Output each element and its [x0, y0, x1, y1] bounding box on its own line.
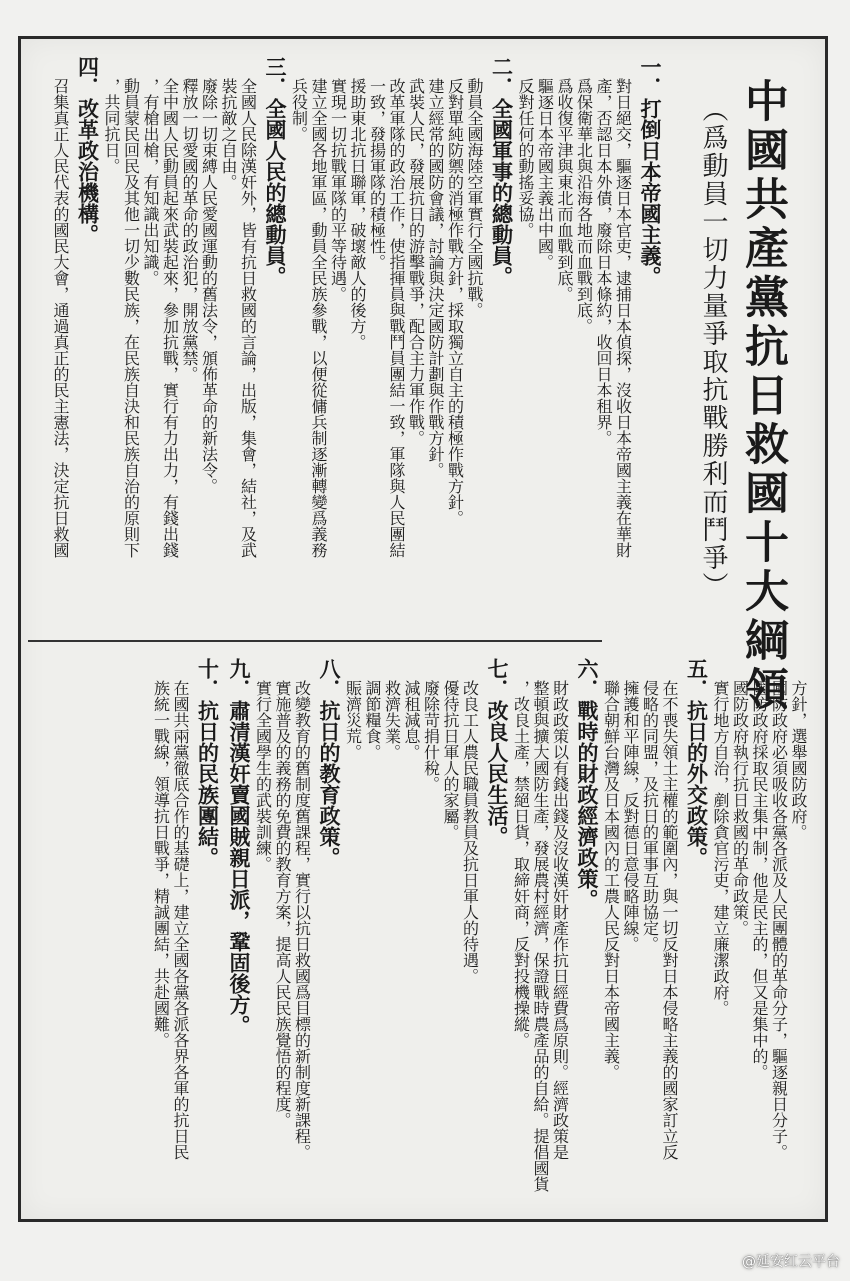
body-line: 聯合朝鮮台灣及日本國內的工農人民反對日本帝國主義。: [601, 680, 621, 1080]
document-subtitle: （爲動員一切力量爭取抗戰勝利而鬥爭）: [698, 96, 728, 600]
body-line: 國防政府必須吸收各黨各派及人民團體的革命分子，驅逐親日分子。: [769, 680, 789, 1160]
body-line: 實施普及的義務的免費的教育方案，提高人民民族覺悟的程度。: [273, 680, 292, 1128]
body-line: 調節糧食。: [363, 680, 382, 760]
body-line: 產，否認日本外債，廢除日本條約，收回日本租界。: [594, 78, 613, 446]
body-line: 賑濟災荒。: [343, 680, 363, 760]
body-line: 在不喪失領土主權的範圍內，與一切反對日本侵略主義的國家訂立反: [660, 680, 679, 1160]
body-line: 兵役制。: [289, 78, 309, 142]
body-line: 一致，發揚軍隊的積極性。: [367, 78, 387, 270]
section-heading: 五．抗日的外交政策。: [684, 658, 710, 868]
body-line: 救濟失業。: [382, 680, 402, 760]
body-line: 改變教育的舊制度舊課程，實行以抗日救國爲目標的新制度新課程。: [292, 680, 312, 1160]
horizontal-divider: [28, 640, 602, 642]
body-line: 驅逐日本帝國主義出中國。: [535, 78, 555, 270]
section-heading: 一．打倒日本帝國主義。: [638, 56, 663, 287]
body-line: 國防政府執行抗日救國的革命政策。: [730, 680, 750, 936]
body-line: 財政政策以有錢出錢及沒收漢奸財產作抗日經費爲原則。經濟政策是: [550, 680, 570, 1160]
body-line: 擁護和平陣線，反對德日意侵略陣線。: [621, 680, 640, 952]
body-line: 廢除苛捐什稅。: [421, 680, 441, 792]
section-heading: 二．全國軍事的總動員。: [489, 56, 515, 287]
section-heading: 七．改良人民生活。: [485, 658, 510, 847]
body-line: 實行全國學生的武裝訓練。: [253, 680, 273, 872]
body-line: 實現一切抗戰軍隊的平等待遇。: [328, 78, 348, 302]
section-heading: 三．全國人民的總動員。: [263, 56, 288, 287]
body-line: 建立經常的國防會議，討論與決定國防計劃與作戰方針。: [426, 78, 445, 478]
body-line: 援助東北抗日聯軍，破壞敵人的後方。: [348, 78, 367, 350]
body-line: 全國人民除漢奸外，皆有抗日救國的言論，出版，集會，結社，及武: [238, 78, 258, 558]
section-heading: 十．抗日的民族團結。: [195, 658, 221, 868]
body-line: 武裝人民，發展抗日的游擊戰爭，配合主力軍作戰。: [406, 78, 426, 446]
body-line: 改革軍隊的政治工作，使指揮員與戰鬥員團結一致，軍隊與人民團結: [387, 78, 406, 558]
body-line: 國防政府採取民主集中制，他是民主的，但又是集中的。: [750, 680, 769, 1080]
body-line: 在國共兩黨徹底合作的基礎上，建立全國各黨各派各界各軍的抗日民: [171, 680, 190, 1160]
body-line: 優待抗日軍人的家屬。: [441, 680, 460, 840]
body-line: ，改良土產，禁絕日貨，取締奸商，反對投機操縱。: [511, 680, 531, 1048]
body-line: 動員全國海陸空軍實行全國抗戰。: [465, 78, 484, 318]
body-line: 爲收復平津與東北而血戰到底。: [555, 78, 574, 302]
body-line: 反對單純防禦的消極作戰方針，採取獨立自主的積極作戰方針。: [445, 78, 465, 526]
body-line: 建立全國各地軍區，動員全民族參戰，以便從傭兵制逐漸轉變爲義務: [309, 78, 328, 558]
section-heading: 九．肅清漢奸賣國賊親日派，鞏固後方。: [227, 658, 252, 1036]
body-line: ，共同抗日。: [102, 78, 121, 174]
body-line: 全中國人民動員起來武裝起來，參加抗戰，實行有力出力，有錢出錢: [160, 78, 180, 558]
body-line: 族統一戰線，領導抗日戰爭，精誠團結，共赴國難。: [151, 680, 171, 1048]
body-line: 侵略的同盟，及抗日的軍事互助協定。: [640, 680, 660, 952]
body-line: ，有槍出槍，有知識出知識。: [141, 78, 160, 286]
body-line: 廢除一切束縛人民愛國運動的舊法令，頒佈革命的新法令。: [199, 78, 219, 494]
section-heading: 八．抗日的教育政策。: [317, 658, 342, 868]
watermark: @延安红云平台: [742, 1254, 840, 1270]
body-line: 對日絕交，驅逐日本官吏，逮捕日本偵探，沒收日本帝國主義在華財: [613, 78, 633, 558]
document-title: 中國共產黨抗日救國十大綱領: [737, 78, 788, 715]
body-line: 方針，選舉國防政府。: [789, 680, 808, 840]
body-line: 改良工人農民職員教員及抗日軍人的待遇。: [460, 680, 480, 984]
body-line: 裝抗敵之自由。: [219, 78, 238, 190]
body-line: 動員蒙民回民及其他一切少數民族，在民族自決和民族自治的原則下: [121, 78, 141, 558]
section-heading: 四．改革政治機構。: [75, 56, 101, 245]
section-heading: 六．戰時的財政經濟政策。: [575, 658, 600, 910]
body-line: 釋放一切愛國的革命的政治犯，開放黨禁。: [180, 78, 199, 382]
body-line: 整頓與擴大國防生產，發展農村經濟，保證戰時農產品的自給。提倡國貨: [531, 680, 550, 1192]
body-line: 減租減息。: [402, 680, 421, 760]
body-line: 反對任何的動搖妥協。: [516, 78, 535, 238]
body-line: 實行地方自治，剷除貪官污吏，建立廉潔政府。: [711, 680, 730, 1016]
body-line: 召集真正人民代表的國民大會，通過真正的民主憲法，決定抗日救國: [51, 78, 70, 558]
body-line: 爲保衛華北與沿海各地而血戰到底。: [574, 78, 594, 334]
